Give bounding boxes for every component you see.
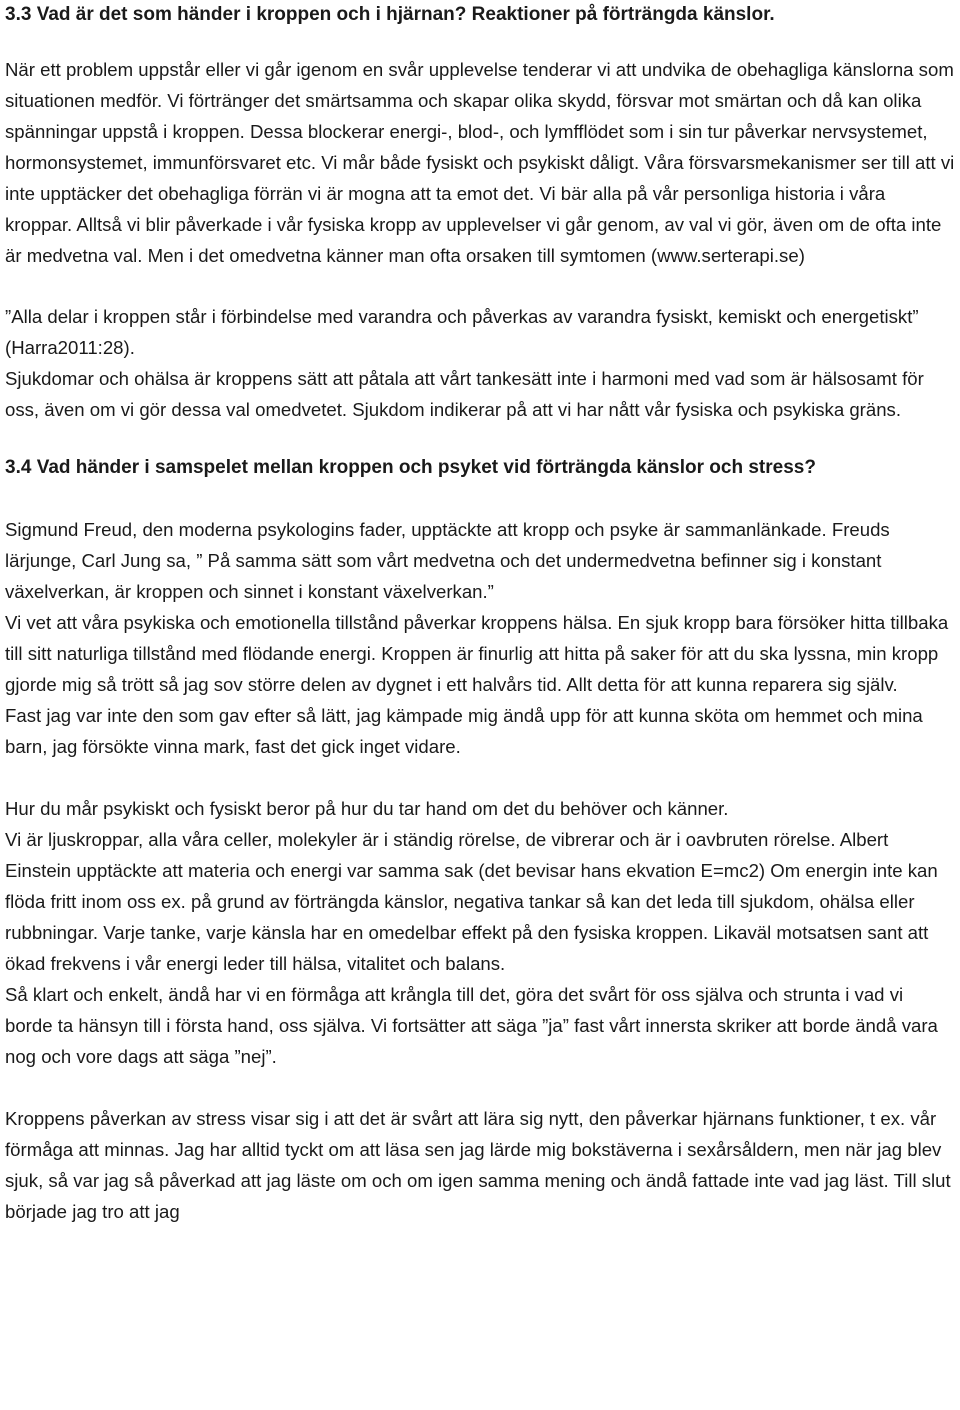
paragraph: När ett problem uppstår eller vi går igenom en svår upplevelse tenderar vi att undvika de obehagliga känslorna som situationen medför. Vi förtränger det smärtsamma och skapar olika skydd, försvar mot smärtan och då kan olika spänningar uppstå i kroppen. Dessa blockerar energi-, blod-, och lymfflödet som i sin tur påverkar nervsystemet, hormonsystemet, immunförsvaret etc. Vi mår både fysiskt och psykiskt dåligt. Våra försvarsmekanismer ser till att vi inte upptäcker det obehagliga förrän vi är mogna att ta emot det. Vi bär alla på vår personliga historia i våra kroppar. Alltså vi blir påverkade i vår fysiska kropp av upplevelser vi går genom, av val vi gör, även om de ofta inte är medvetna val. Men i det omedvetna känner man ofta orsaken till symtomen (www.serterapi.se): [5, 59, 955, 266]
paragraph: Så klart och enkelt, ändå har vi en förmåga att krångla till det, göra det svårt för oss själva och strunta i vad vi borde ta hänsyn till i första hand, oss själva. Vi fortsätter att säga ”ja” fast vårt innersta skriker att borde ändå vara nog och vore dags att säga ”nej”.: [5, 984, 938, 1067]
paragraph: Vi är ljuskroppar, alla våra celler, molekyler är i ständig rörelse, de vibrerar och är i oavbruten rörelse. Albert Einstein upptäckte att materia och energi var samma sak (det bevisar hans ekvation E=mc2) Om energin inte kan flöda fritt inom oss ex. på grund av förträngda känslor, negativa tankar så kan det leda till sjukdom, ohälsa eller rubbningar. Varje tanke, varje känsla har en omedelbar effekt på den fysiska kroppen. Likaväl motsatsen sant att ökad frekvens i vår energi leder till hälsa, vitalitet och balans.: [5, 829, 938, 974]
paragraph: Sigmund Freud, den moderna psykologins fader, upptäckte att kropp och psyke är sammanlänkade. Freuds lärjunge, Carl Jung sa, ” På samma sätt som vårt medvetna och det undermedvetna befinner sig i konstant växelverkan, är kroppen och sinnet i konstant växelverkan.”: [5, 519, 890, 602]
document-page: [5, 0, 955, 1227]
paragraph: Hur du mår psykiskt och fysiskt beror på hur du tar hand om det du behöver och känner.: [5, 798, 729, 819]
paragraph: Vi vet att våra psykiska och emotionella tillstånd påverkar kroppens hälsa. En sjuk kropp bara försöker hitta tillbaka till sitt naturliga tillstånd med flödande energi. Kroppen är finurlig att hitta på saker för att du ska lyssna, min kropp gjorde mig så trött så jag sov större delen av dygnet i ett halvårs tid. Allt detta för att kunna reparera sig själv.: [5, 612, 949, 695]
spacer: [5, 762, 955, 793]
quote-paragraph: ”Alla delar i kroppen står i förbindelse med varandra och påverkas av varandra fysiskt, kemiskt och energetiskt” (Harra2011:28).: [5, 306, 919, 358]
spacer: [5, 483, 955, 514]
spacer: [5, 271, 955, 301]
paragraph: Sjukdomar och ohälsa är kroppens sätt att påtala att vårt tankesätt inte i harmoni med vad som är hälsosamt för oss, även om vi gör dessa val omedvetet. Sjukdom indikerar på att vi har nått vår fysiska och psykiska gräns.: [5, 368, 924, 420]
paragraph: Kroppens påverkan av stress visar sig i att det är svårt att lära sig nytt, den påverkar hjärnans funktioner, t ex. vår förmåga att minnas. Jag har alltid tyckt om att läsa sen jag lärde mig bokstäverna i sexårsåldern, men när jag blev sjuk, så var jag så påverkad att jag läste om och om igen samma mening och ändå fattade inte vad jag läst. Till slut började jag tro att jag: [5, 1108, 951, 1222]
paragraph: Fast jag var inte den som gav efter så lätt, jag kämpade mig ändå upp för att kunna sköta om hemmet och mina barn, jag försökte vinna mark, fast det gick inget vidare.: [5, 705, 923, 757]
section-heading-3-4: 3.4 Vad händer i samspelet mellan kroppen och psyket vid förträngda känslor och stress?: [5, 457, 816, 478]
spacer: [5, 1072, 955, 1103]
spacer: [5, 425, 955, 452]
section-heading-3-3: 3.3 Vad är det som händer i kroppen och i hjärnan? Reaktioner på förträngda känslor.: [5, 4, 775, 25]
spacer: [5, 30, 955, 54]
